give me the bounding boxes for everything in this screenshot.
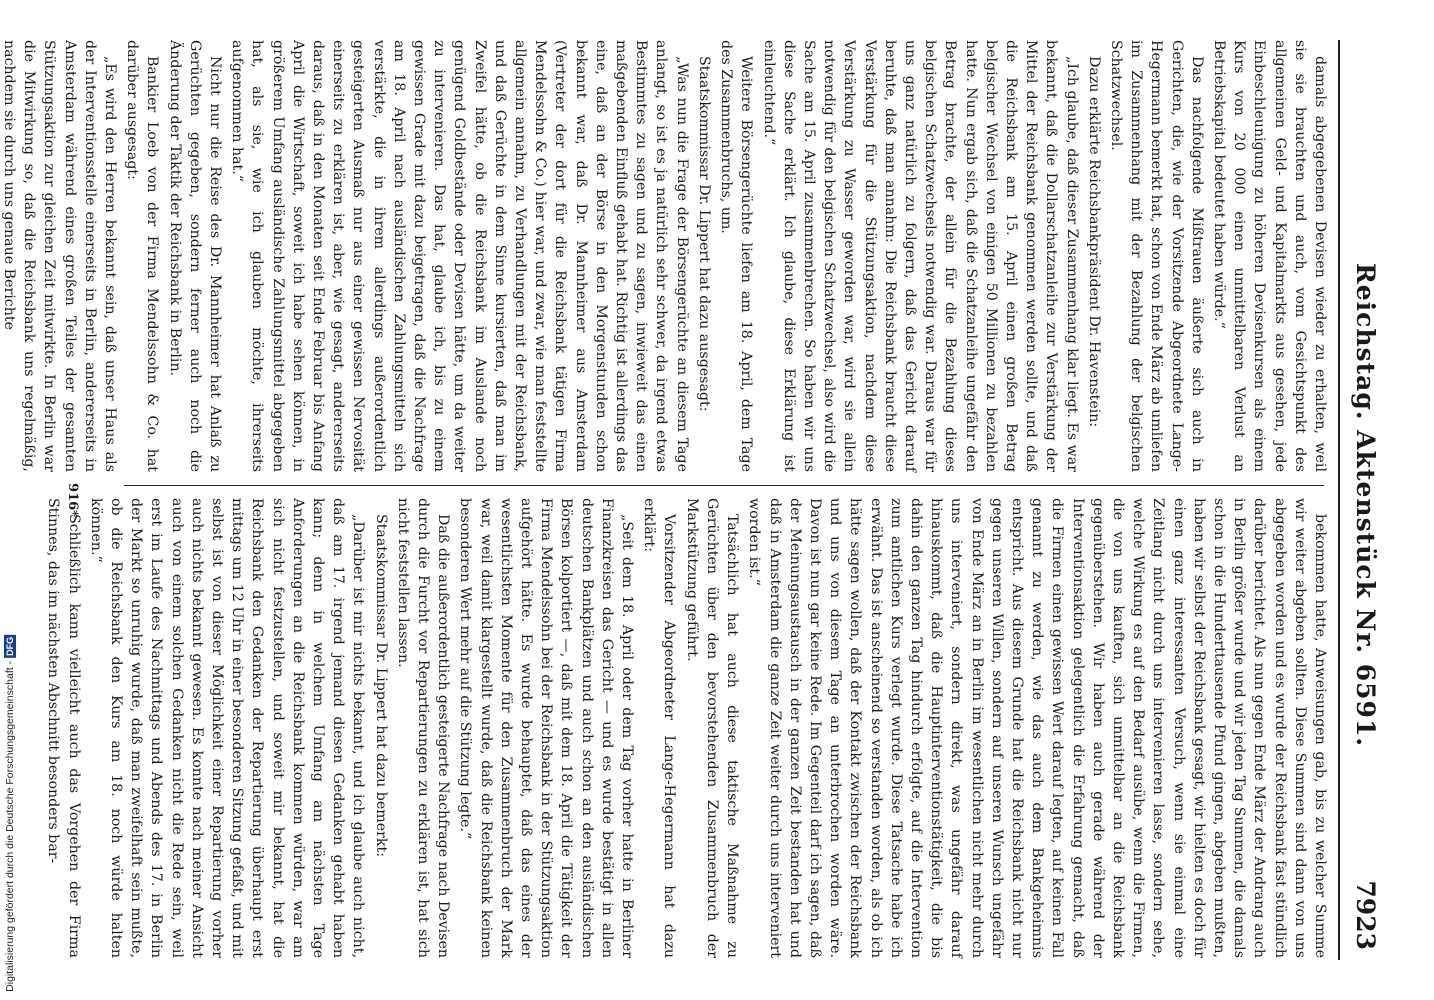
column-divider bbox=[124, 485, 1324, 486]
paragraph: bekommen hatte, Anweisungen gab, bis zu welcher Summe wir weiter abgeben sollten. Diese Summen sind dann von uns abgegeben worden und es wurde der Reichsbank fast stündlich darüber berichtet. Als nun gegen Ende März der Andrang auch in Berlin größer wurde und wir jeden Tag Summen, die damals schon in die Hunderttausende Pfund gingen, abgeben mußten, haben wir selbst der Reichsbank gesagt, wir hielten es doch für einen ganz interessanten Versuch, wenn sie einmal eine Zeitlang nicht durch uns intervenieren lasse, sondern sehe, welche Wirkung es auf den Bedarf ausübe, wenn die Firmen, die von uns kauften, sich unmittelbar an die Reichsbank gegenüberstehen. Wir haben auch gerade während der Interventionsaktion gelegentlich die Erfahrung gemacht, daß die Firmen einen gewissen Wert darauf legten, auf keinen Fall genannt zu werden, wie das auch dem Bankgeheimnis entspricht. Aus diesem Grunde hat die Reichsbank nicht nur gegen unseren Willen, sondern auf unseren Wunsch ungefähr von Ende März an in Berlin im wesentlichen nicht mehr durch uns interveniert, sondern direkt, was ungefähr darauf hinauskommt, daß die Hauptinterventionstätigkeit, die bis dahin den ganzen Tag hindurch erfolgte, auf die Intervention zum amtlichen Kurs verlegt wurde. Diese Tatsache habe ich erwähnt. Das ist anscheinend so verstanden worden, als ob ich hätte sagen wollen, daß der Kontakt zwischen der Reichsbank und uns von diesem Tage an unterbrochen worden wäre. Davon ist nun gar keine Rede. Im Gegenteil darf ich sagen, daß der Meinungsaustausch in der ganzen Zeit bestanden hat und daß in Amsterdam die ganze Zeit weiter durch uns interveniert worden ist.“ bbox=[746, 498, 1328, 958]
page-header bbox=[1348, 60, 1384, 950]
paragraph: Staatskommissar Dr. Lippert hat dazu bemerkt: bbox=[372, 514, 389, 857]
paragraph: Nicht nur die Reise des Dr. Mannheimer hat Anlaß zu Gerüchten gegeben, sondern ferner auch noch die Änderung der Taktik der Reichsbank in Berlin. bbox=[166, 40, 224, 472]
paragraph: Schließlich kann vielleicht auch das Vorgehen der Firma Stinnes, das im nächsten Abschnitt besonders bar- bbox=[45, 498, 82, 958]
digitization-credit bbox=[4, 631, 16, 992]
paragraph: „Seit dem 18. April oder dem Tag vorher hatte in Berliner Finanzkreisen das Gericht — und es wurde bestätigt in allen deutschen Bankplätzen und auch schon an den ausländischen Börsen kolportiert —, daß mit dem 18. April die Tätigkeit der Firma Mendelssohn bei der Reichsbank in der Stützungsaktion aufgehört hätte. Es wurde behauptet, daß das eines der wesentlichsten Momente für den Zusammenbruch der Mark war, weil damit klargestellt wurde, daß die Reichsbank keinen besonderen Wert mehr auf die Stützung legte.“ bbox=[457, 498, 636, 958]
paragraph: „Es wird den Herren bekannt sein, daß unser Haus als der Interventionsstelle einerseits in Berlin, andererseits in Amsterdam während eines großen Teiles der gesamten Stützungsaktion zur gleichen Zeit mitwirkte. In Berlin war die Mitwirkung so, daß die Reichsbank uns regelmäßig, nachdem sie durch uns genaue Berichte bbox=[1, 40, 119, 472]
header-rule bbox=[1338, 40, 1340, 960]
paragraph: Dazu erklärte Reichsbankpräsident Dr. Havenstein: bbox=[1085, 56, 1102, 428]
paragraph: Weitere Börsengerüchte liefen am 18. April, dem Tage des Zusammenbruchs, um. bbox=[718, 40, 755, 472]
paragraph: Tatsächlich hat auch diese taktische Maßnahme zu Gerüchten über den bevorstehenden Zusammenbruch der Markstützung geführt. bbox=[683, 498, 741, 958]
paragraph: Daß die außerordentlich gesteigerte Nachfrage nach Devisen durch die Furcht vor Repartierungen zu erklären ist, hat sich nicht feststellen lassen. bbox=[394, 498, 452, 958]
paragraph: Staatskommissar Dr. Lippert hat dazu ausgesagt: bbox=[695, 56, 712, 412]
left-column bbox=[1, 40, 1330, 472]
page-title: Reichstag. Aktenstück Nr. 6591. bbox=[1351, 262, 1380, 748]
paragraph: Vorsitzender Abgeordneter Lange-Hegermann hat dazu erklärt: bbox=[641, 498, 678, 958]
paragraph: Bankier Loeb von der Firma Mendelssohn & Co. hat darüber ausgesagt: bbox=[124, 40, 161, 472]
paragraph: „Was nun die Frage der Börsengerüchte an diesem Tage anlangt, so ist es ja natürlich sehr schwer, da irgend etwas Bestimmtes zu sagen und zu sagen, inwieweit das einen maßgebenden Einfluß gehabt hat. Richtig ist allerdings das eine, daß an der Börse in den Morgenstunden schon bekannt war, daß Dr. Mannheimer aus Amsterdam (Vertreter der dort für die Reichsbank tätigen Firma Mendelssohn & Co.) hier war, und zwar, wie man feststellte allgemein annahm, zu Verhandlungen mit der Reichsbank, und daß Gerüchte in dem Sinne kursierten, daß man im Zweifel hätte, ob die Reichsbank im Auslande noch genügend Goldbestände oder Devisen hätte, um da weiter zu intervenieren. Das hat, glaube ich, bis zu einem gewissen Grade mit dazu beigetragen, daß die Nachfrage am 18. April nach ausländischen Zahlungsmitteln sich verstärkte, die in ihrem allerdings außerordentlich gesteigerten Ausmaß nur aus einer gewissen Nervosität einerseits zu erklären ist, aber, wie gesagt, andererseits daraus, daß in den Monaten seit Ende Februar bis Anfang April die Wirtschaft, soweit ich habe sehen können, in größerem Umfang ausländische Zahlungsmittel abgegeben hat, als sie, wie ich glauben möchte, ihrerseits aufgenommen hat.“ bbox=[229, 40, 690, 472]
page-number: 7923 bbox=[1351, 880, 1380, 950]
paragraph: „Ich glaube, daß dieser Zusammenhang klar liegt. Es war bekannt, daß die Dollarschatzanleihe zur Verstärkung der Mittel der Reichsbank genommen werden sollte, und daß die Reichsbank am 15. April einen großen Betrag belgischer Wechsel von einigen 50 Millionen zu bezahlen hatte. Nun ergab sich, daß die Schatzanleihe ungefähr den Betrag brachte, der allein für die Bezahlung dieses belgischen Schatzwechsels notwendig war. Daraus war für uns ganz natürlich zu folgern, daß das Gericht darauf beruhte, daß man annahm: Die Reichsbank braucht diese Verstärkung für die Stützungsaktion, nachdem diese Verstärkung zu Wasser geworden war, wird sie allein notwendig für den belgischen Schatzwechsel, also wird die Sache am 15. April zusammenbrechen. So haben wir uns diese Sache erklärt. Ich glaube, diese Erklärung ist einleuchtend.“ bbox=[760, 40, 1080, 472]
paragraph: damals abgegebenen Devisen wieder zu erhalten, weil sie sie brauchten und auch, vom Gesichtspunkt des allgemeinen Geld- und Kapitalmarkts aus gesehen, jede Einbeschleunigung zu höheren Devisenkursen als einem Kurs von 20 000 einen unmittelbaren Verlust an Betriebskapital bedeutet haben würde.“ bbox=[1210, 40, 1328, 472]
paragraph: „Darüber ist mir nichts bekannt, und ich glaube auch nicht, daß am 17. irgend jemand diesen Gedanken gehabt haben kann; denn in welchem Umfang am nächsten Tage Anforderungen an die Reichsbank kommen würden, war am sich nicht festzustellen, und soweit mir bekannt, hat die Reichsbank den Gedanken der Repartierung überhaupt erst mittags um 12 Uhr in einer besonderen Sitzung gefaßt, und mit selbst ist von dieser Möglichkeit einer Repartierung vorher auch nichts bekannt gewesen. Es konnte nach meiner Ansicht auch von einem solchen Gedanken nicht die Rede sein, weil erst im Laufe des Nachmittags und Abends des 17. in Berlin der Markt so unruhig wurde, daß man zweifelhaft sein mußte, ob die Reichsbank den Kurs am 18. noch würde halten können.“ bbox=[87, 498, 367, 958]
dfg-logo-icon: DFG bbox=[5, 637, 15, 657]
paragraph: Das nachfolgende Mißtrauen äußerte sich auch in Gerichten, die, wie der Vorsitzende Abgeordnete Lange-Hegermann bemerkt hat, schon von Ende März ab umliefen im Zusammenhang mit der Bezahlung der belgischen Schatzwechsel. bbox=[1107, 40, 1205, 472]
credit-text: Digitalisierung gefördert durch die Deutsche Forschungsgemeinschaft - bbox=[4, 661, 16, 992]
signature-mark: 916* bbox=[65, 483, 80, 517]
